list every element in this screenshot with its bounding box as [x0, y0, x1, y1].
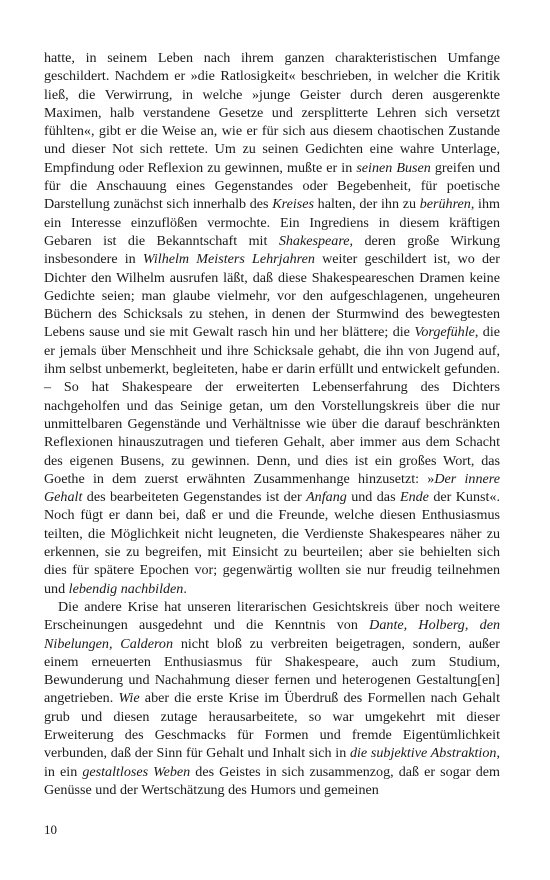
italic-text-run: seinen Busen — [356, 159, 431, 176]
page-number: 10 — [44, 822, 57, 837]
paragraph — [44, 49, 500, 598]
text-run: , deren große Wirkung insbesondere in — [44, 232, 501, 268]
italic-text-run: die subjektive Abstraktion — [349, 745, 497, 762]
text-run: . — [183, 580, 187, 597]
italic-text-run: Ende — [399, 489, 429, 506]
text-run: hatte, in seinem Leben nach ihrem ganzen charakteristischen Umfange geschildert. Nachdem er »die Ratlosigkeit« beschrieben, in welcher die Kritik ließ, die Verwirrung, in welche »junge Geister durch deren ausgerenkte Maximen, halb verstandene Gesetze und zersplitterte Lehren sich versetzt fühlten«, gibt er die Weise an, wie er für sich aus diesem chaotischen Zustande und dieser Not sich rettete. Um zu seinen Gedichten eine wahre Unterlage, Empfindung oder Reflexion zu gewinnen, mußte er in — [44, 50, 500, 176]
text-run: nicht bloß zu verbreiten beigetragen, sondern, außer einem erneuerten Enthusiasmus für Shakespeare, auch zum Studium, Bewunderung und Nachahmung dieser fernen und heterogenen Gestaltung[en] angetrieben. — [44, 635, 501, 707]
text-run: , ihm ein Interesse einzuflößen vermochte. Ein Ingrediens in diesem kräftigen Gebaren ist die Bekanntschaft mit — [44, 196, 500, 249]
italic-text-run: Dante, Holberg, den Nibelungen, Calderon — [44, 617, 501, 652]
italic-text-run: Wie — [118, 690, 140, 707]
text-run: Die andere Krise hat unseren literarischen Gesichtskreis über noch weitere Erscheinungen ausgedehnt und die Kenntnis von — [44, 598, 500, 634]
italic-text-run: gestaltloses Weben — [82, 763, 191, 780]
text-run: der Kunst«. Noch fügt er dann bei, daß er und die Freunde, welche diesen Enthusiasmus teilten, die Möglichkeit nicht leugneten, die Verdienste Shakespeares näher zu erkennen, sie zu begreifen, mit Einsicht zu beurteilen; aber sie behielten sich dies für spätere Epochen vor; gegenwärtig wollten sie nur freudig teilnehmen und — [44, 489, 501, 597]
italic-text-run: lebendig nachbilden — [68, 580, 184, 597]
text-run: aber die erste Krise im Überdruß des Formellen nach Gehalt grub und diesen zutage herausarbeitete, so war umgekehrt mit dieser Erweiterung des Geschmacks für Formen und fremde Eigentümlichkeit verbunden, daß der Sinn für Gehalt und Inhalt sich in — [44, 690, 500, 762]
italic-text-run: berühren — [419, 196, 471, 213]
text-run: halten, der ihn zu — [313, 196, 420, 213]
italic-text-run: Wilhelm Meisters Lehrjahren — [142, 251, 315, 268]
text-run: , die er jemals über Menschheit und ihre Schicksale gehabt, die ihn von Jugend auf, ihm selbst unbemerkt, begleiteten, habe er darin erfüllt und entwickelt gefunden. – So hat Shakespeare der erweiterten Lebenserfahrung des Dichters nachgeholfen und das Seinige getan, um den Vorstellungskreis über die nur unmittelbaren Gegenstände und Verhältnisse wie über die darauf beschränkten Reflexionen hinauszutragen und tieferen Gehalt, aber immer aus dem Schacht des eigenen Busens, zu gewinnen. Denn, und dies ist ein großes Wort, das Goethe in dem zuerst erwähnten Zusammenhange hinzusetzt: » — [44, 324, 500, 487]
paragraph — [44, 598, 500, 799]
text-run: des Geistes in sich zusammenzog, daß er sogar dem Genüsse und der Wertschätzung des Humors und gemeinen — [44, 763, 501, 798]
text-run: und das — [346, 489, 400, 506]
text-run: des bearbeiteten Gegenstandes ist der — [82, 489, 307, 506]
text-run: greifen und für die Anschauung eines Gegenstandes oder Begebenheit, für poetische Darstellung zunächst sich innerhalb des — [44, 159, 500, 213]
italic-text-run: Vorgefühle — [414, 324, 475, 341]
italic-text-run: Anfang — [306, 489, 347, 506]
italic-text-run: Der innere Gehalt — [44, 470, 500, 506]
text-run: weiter geschildert ist, wo der Dichter den Wilhelm ausrufen läßt, daß diese Shakespeareschen Dramen keine Gedichte seien; man glaube vielmehr, vor den aufgeschlagenen, ungeheuren Büchern des Schicksals zu stehen, in denen der Sturmwind des bewegtesten Lebens sause und sie mit Gewalt rasch hin und her blättere; die — [44, 251, 500, 341]
text-run: , in ein — [44, 745, 500, 780]
book-page-text — [44, 49, 500, 799]
italic-text-run: Kreises — [272, 196, 314, 213]
italic-text-run: Shakespeare — [278, 232, 350, 249]
